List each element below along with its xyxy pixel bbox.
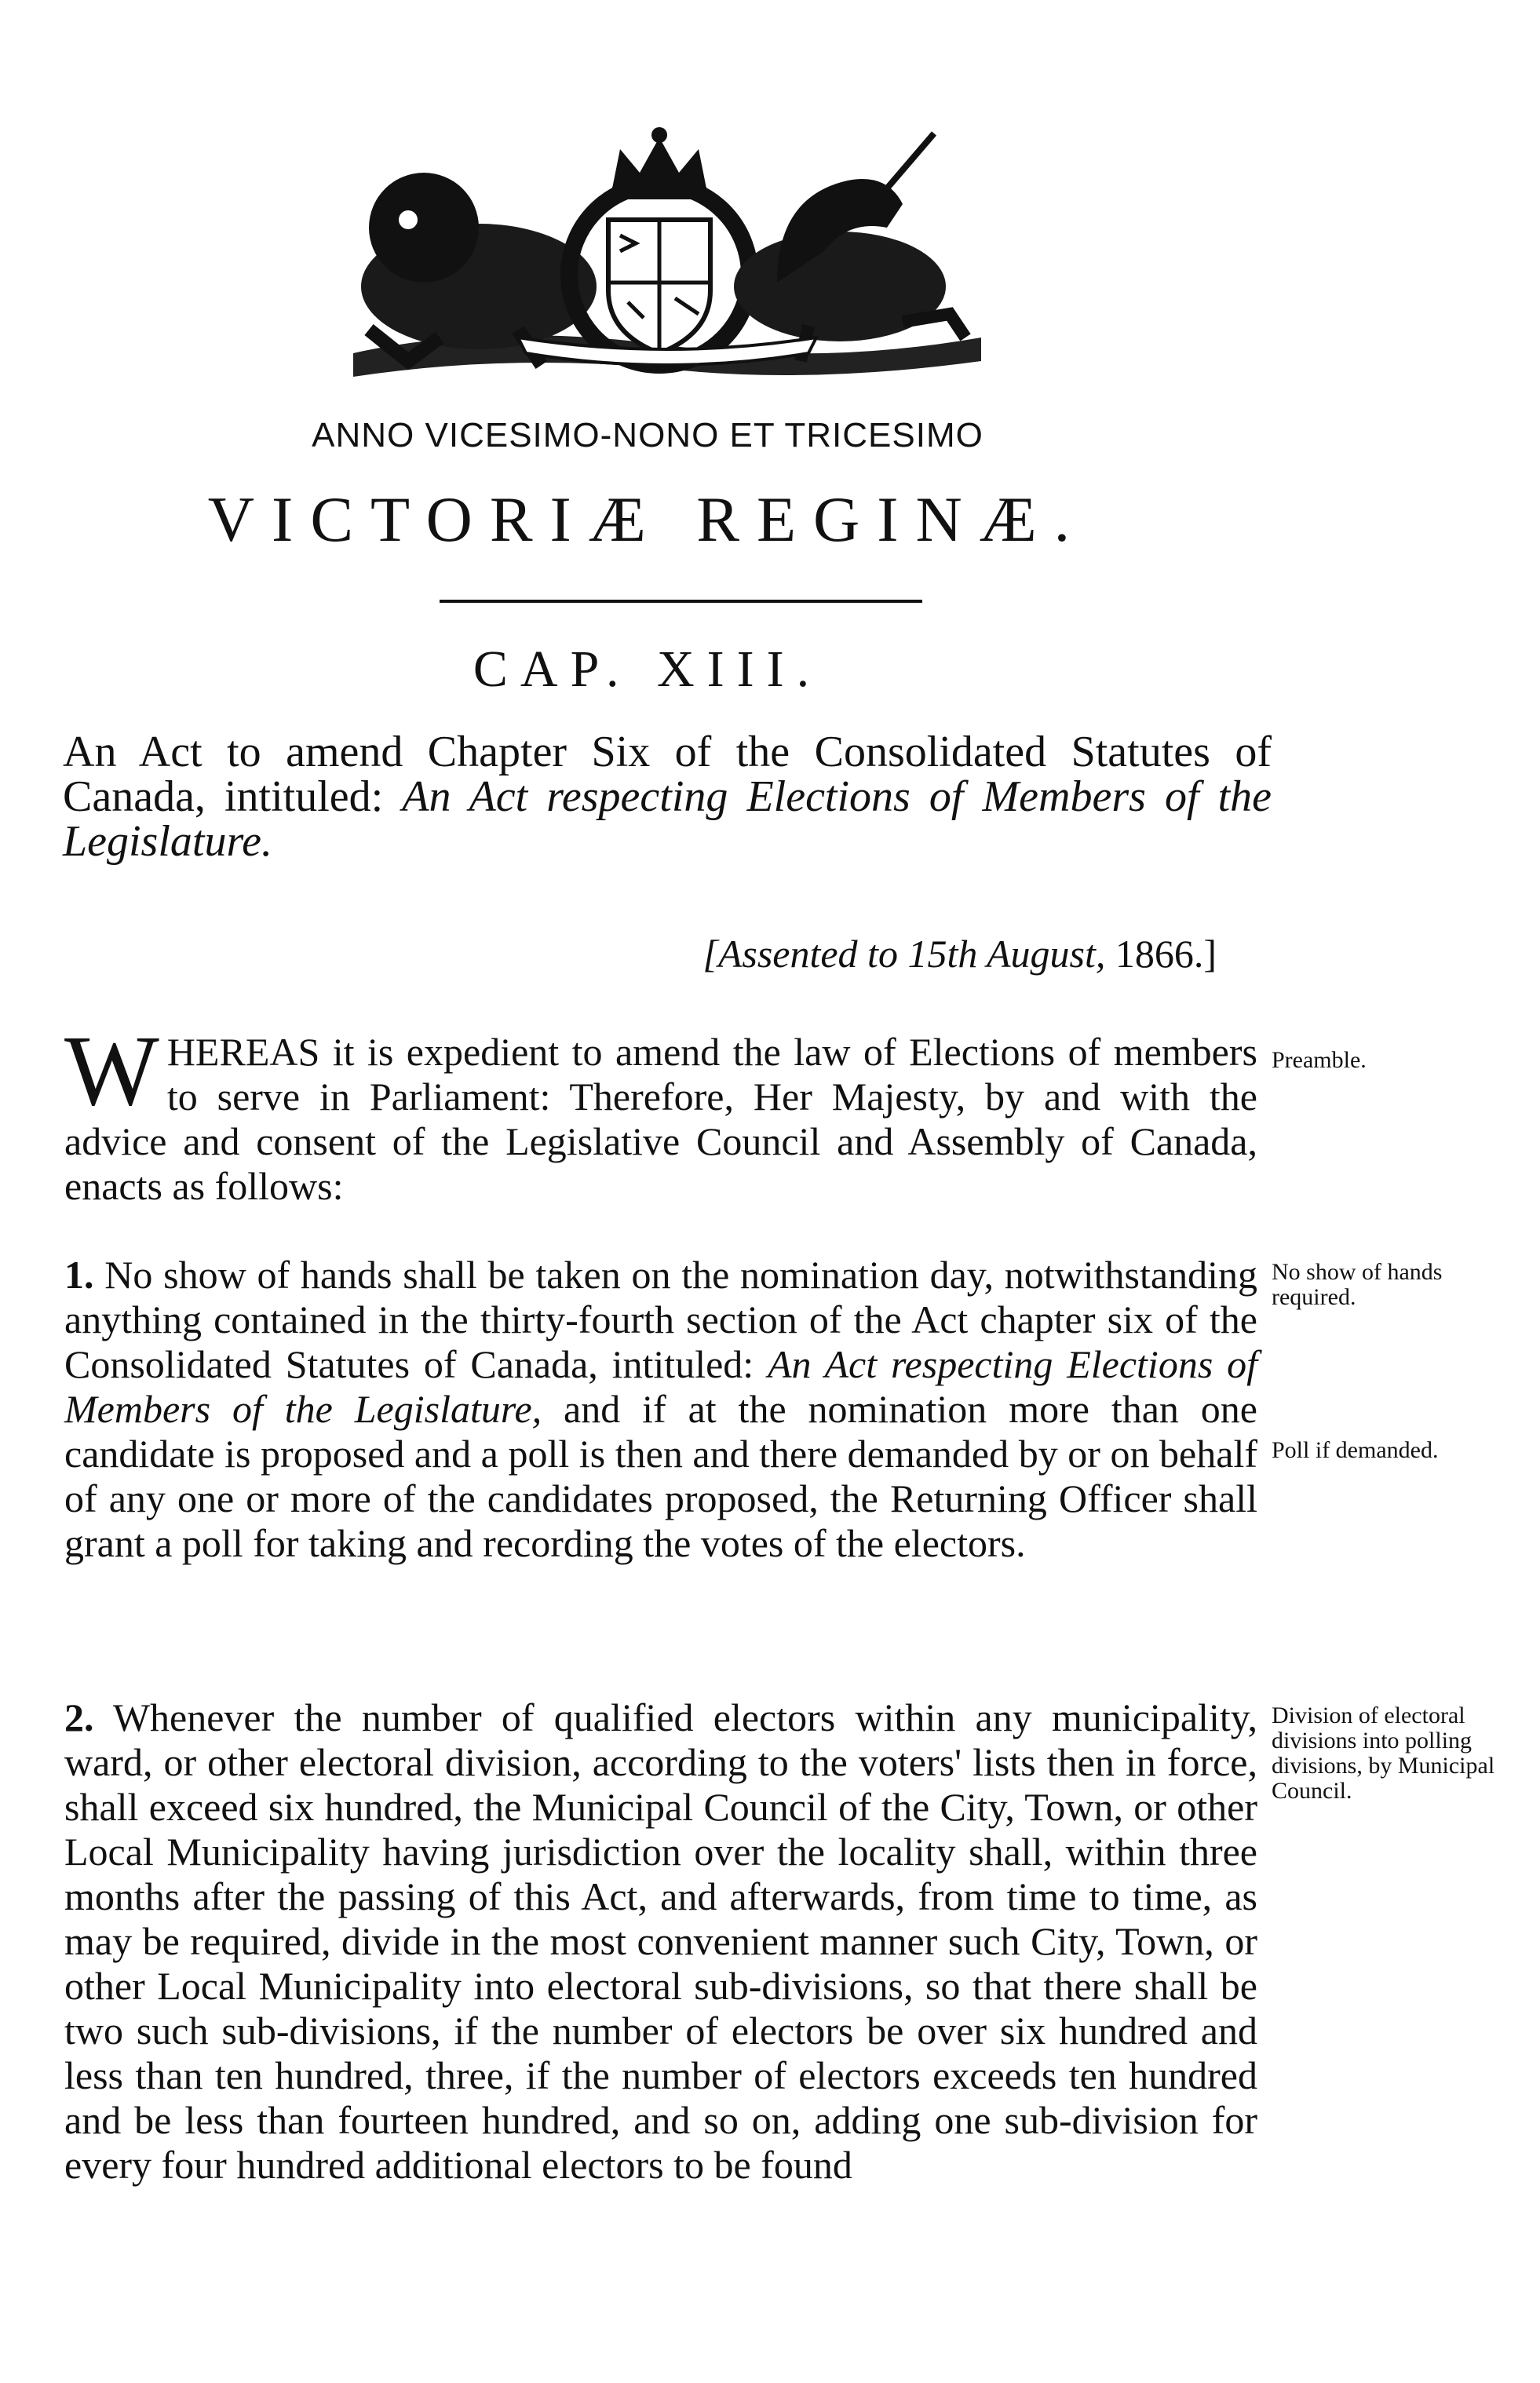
preamble-paragraph — [64, 1015, 1257, 1209]
royal-coat-of-arms — [338, 126, 997, 385]
section-1 — [64, 1253, 1257, 1566]
shield-icon — [569, 184, 750, 365]
drop-cap: W — [64, 1015, 159, 1126]
preamble-text: HEREAS it is expedient to amend the law of Elections of members to serve in Parliament: Therefore, Her Majesty, by and with the advice and consent of the Legislative Council and Assembly of Canada, enacts as follows: — [64, 1030, 1257, 1208]
divider — [440, 600, 922, 603]
margin-note-no-show-of-hands: No show of hands required. — [1272, 1259, 1443, 1310]
margin-note-preamble: Preamble. — [1272, 1047, 1367, 1073]
regnal-title: VICTORIÆ REGINÆ. — [207, 484, 1088, 555]
section-text: No show of hands shall be taken on the nomination day, notwithstanding anything contained in the thirty-fourth section of the Act chapter six of the Consolidated Statutes of Canada, intituled: — [64, 1253, 1257, 1386]
act-title-plain: An Act to amend Chapter Six of the Consolidated Statutes of Canada, intituled: — [63, 728, 1272, 821]
chapter-number: CAP. XIII. — [473, 640, 823, 698]
assent-date: 15th August, — [907, 932, 1106, 976]
unicorn-icon — [734, 133, 965, 361]
assent-year: 1866.] — [1105, 932, 1217, 976]
assent-prefix: [Assented to — [702, 932, 908, 976]
assent-line — [0, 931, 1217, 976]
section-number: 2. — [64, 1695, 94, 1739]
section-text: Whenever the number of qualified electors within any municipality, ward, or other electoral division, according to the voters' lists then in force, shall exceed six hundred, the Municipal Council of the City, Town, or other Local Municipality having jurisdiction over the locality shall, within three months after the passing of this Act, and afterwards, from time to time, as may be required, divide in the most convenient manner such City, Town, or other Local Municipality into electoral sub-divisions, so that there shall be two such sub-divisions, if the number of electors be over six hundred and less than ten hundred, three, if the number of electors exceeds ten hundred and be less than fourteen hundred, and so on, adding one sub-division for every four hundred additional electors to be found — [64, 1695, 1257, 2187]
act-title-italic: An Act respecting Elections of Members of the Legislature. — [63, 772, 1272, 866]
section-number: 1. — [64, 1253, 94, 1297]
section-italic-title: An Act respecting Elections of Members of the Legislature, — [64, 1342, 1258, 1431]
margin-note-poll-if-demanded: Poll if demanded. — [1272, 1437, 1439, 1463]
regnal-year-line: ANNO VICESIMO-NONO ET TRICESIMO — [312, 416, 983, 454]
section-text-continued: and if at the nomination more than one candidate is proposed and a poll is then and there demanded by or on behalf of any one or more of the candidates proposed, the Returning Officer shall grant a poll for taking and recording the votes of the electors. — [64, 1387, 1257, 1565]
margin-note-division-of-electoral-divisions: Division of electoral divisions into polling divisions, by Municipal Council. — [1272, 1702, 1495, 1804]
act-title — [63, 730, 1272, 864]
section-2 — [64, 1695, 1257, 2188]
crown-icon — [612, 127, 706, 199]
